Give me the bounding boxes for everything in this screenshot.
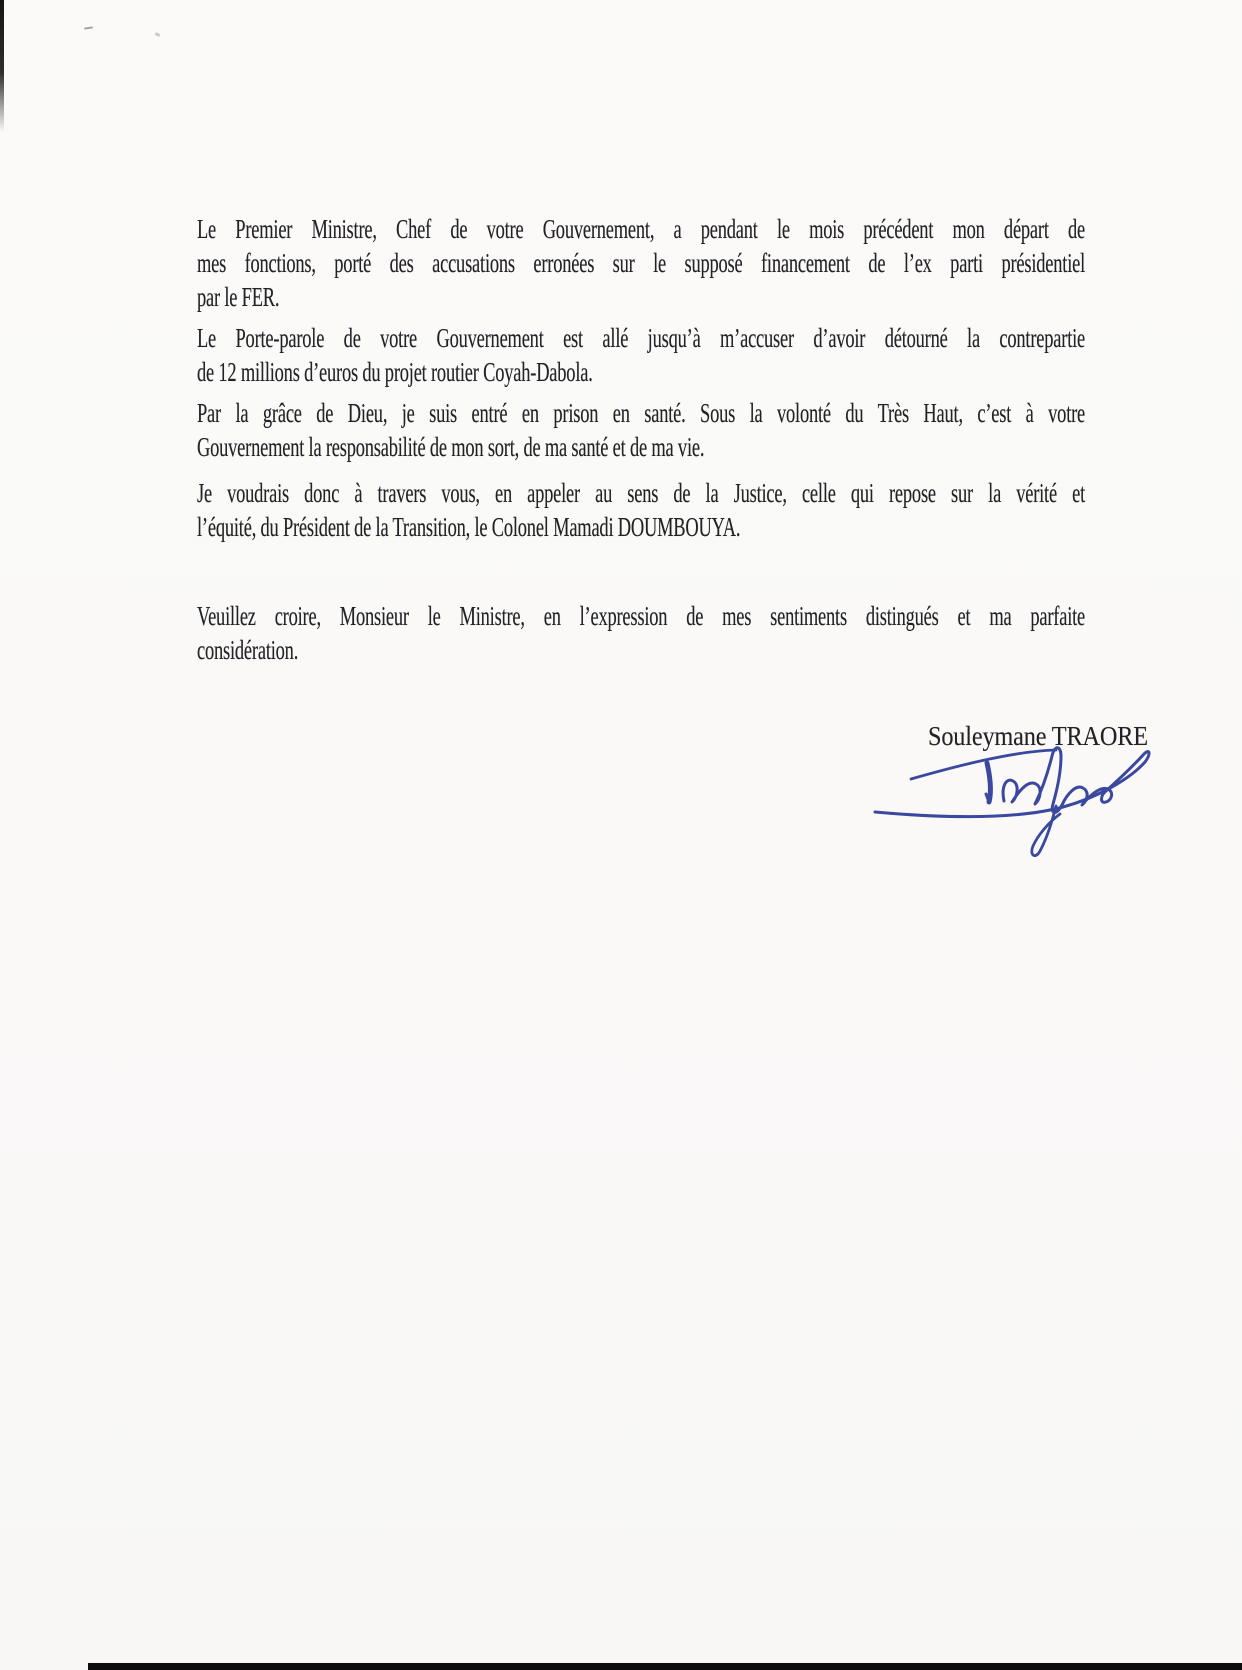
- closing-paragraph: [197, 599, 1242, 667]
- paragraph-1: [197, 212, 1242, 314]
- text-line: de 12 millions d’euros du projet routier Coyah-Dabola.: [197, 357, 593, 387]
- text-line: Gouvernement la responsabilité de mon sort, de ma santé et de ma vie.: [197, 432, 705, 462]
- signatory-name: Souleymane TRAORE: [928, 721, 1148, 751]
- text-line: Le Premier Ministre, Chef de votre Gouvernement, a pendant le mois précédent mon départ de: [197, 214, 1086, 244]
- scan-speck: [155, 32, 161, 37]
- text-line: Par la grâce de Dieu, je suis entré en prison en santé. Sous la volonté du Très Haut, c’est à votre: [197, 398, 1086, 428]
- text-line: mes fonctions, porté des accusations erronées sur le supposé financement de l’ex parti présidentiel: [197, 248, 1086, 278]
- text-line: par le FER.: [197, 282, 280, 312]
- paragraph-3: [197, 396, 1242, 464]
- handwritten-signature: [853, 688, 1153, 866]
- text-line: Je voudrais donc à travers vous, en appeler au sens de la Justice, celle qui repose sur la vérité et: [197, 478, 1086, 508]
- paragraph-2: [197, 321, 1242, 389]
- text-line: considération.: [197, 635, 299, 665]
- paragraph-4: [197, 476, 1242, 544]
- scan-speck: [84, 26, 93, 29]
- scan-edge-artifact-bottom: [88, 1663, 1242, 1670]
- text-line: Le Porte-parole de votre Gouvernement est allé jusqu’à m’accuser d’avoir détourné la contrepartie: [197, 323, 1086, 353]
- scan-edge-artifact-left: [0, 0, 4, 132]
- text-line: l’équité, du Président de la Transition, le Colonel Mamadi DOUMBOUYA.: [197, 512, 741, 542]
- text-line: Veuillez croire, Monsieur le Ministre, en l’expression de mes sentiments distingués et ma parfaite: [197, 601, 1086, 631]
